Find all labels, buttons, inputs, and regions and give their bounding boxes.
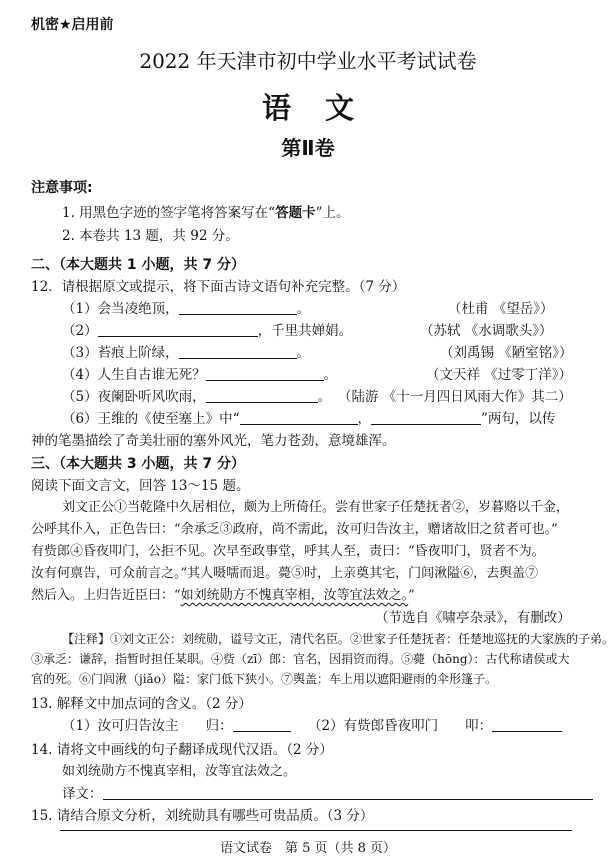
passage-line-5: 然后入。上归告近臣曰：“如刘统勋方不愧真宰相，汝等宜法效之。”: [31, 588, 415, 603]
q14-sentence: 如刘统勋方不愧真宰相，汝等宜法效之。: [62, 764, 297, 779]
q13-item-2: （2）有赀郎昏夜叩门 叩：: [308, 714, 562, 734]
q12-line-1: （1）会当凌绝顶， 。: [62, 301, 311, 317]
exam-title: 2022 年天津市初中学业水平考试试卷: [139, 49, 477, 73]
section3-heading: 三、（本大题共 3 小题，共 7 分）: [31, 456, 245, 472]
question-13: 13. 解释文中加点词的含义。（2 分）: [31, 696, 252, 712]
notice-item-2: 2. 本卷共 13 题，共 92 分。: [62, 228, 239, 244]
q13-item-1: （1）汝可归告汝主 归：: [62, 714, 291, 734]
answer-blank[interactable]: [98, 323, 258, 337]
annotation-line-1: 【注释】①刘文正公：刘统勋，谥号文正，清代名臣。②世家子任楚抚者：任楚地巡抚的大家族的子弟。: [62, 632, 615, 646]
answer-line[interactable]: [60, 830, 572, 831]
answer-blank[interactable]: [240, 411, 358, 425]
q12-source-1: （杜甫 《望岳》）: [448, 301, 554, 317]
answer-blank[interactable]: [492, 718, 562, 732]
answer-blank[interactable]: [179, 301, 297, 315]
question-15: 15. 请结合原文分析，刘统勋具有哪些可贵品质。（3 分）: [31, 808, 374, 824]
q12-source-3: （刘禹锡 《陋室铭》）: [440, 345, 573, 361]
q12-source-5: （陆游 《十一月四日风雨大作》其二）: [338, 389, 572, 405]
answer-blank[interactable]: [233, 718, 291, 732]
passage-line-2: 公呼其仆入，正色告曰：“余承乏③政府，尚不需此，汝可归告汝主，赠诸故旧之贫者可也。”: [31, 522, 558, 537]
underlined-sentence: 如刘统勋方不愧真宰相，汝等宜法效之。: [180, 588, 409, 603]
confidential-label: 机密★启用前: [31, 17, 114, 33]
notice-heading: 注意事项:: [31, 180, 93, 196]
notice-item-1: 1. 用黑色字迹的签字笔将答案写在“答题卡”上。: [62, 205, 350, 221]
answer-blank[interactable]: [206, 367, 324, 381]
answer-blank[interactable]: [179, 345, 297, 359]
q12-line-2: （2） ，千里共婵娟。: [62, 323, 353, 339]
question-12: 12．请根据原文或提示，将下面古诗文语句补充完整。（7 分）: [31, 279, 406, 295]
answer-blank[interactable]: [206, 389, 318, 403]
q12-line-4: （4）人生自古谁无死？ 。: [62, 367, 338, 383]
answer-blank[interactable]: [103, 786, 593, 800]
q12-source-2: （苏轼 《水调歌头》）: [420, 323, 553, 339]
section2-heading: 二、（本大题共 1 小题，共 7 分）: [31, 257, 245, 273]
q12-line-5: （5）夜阑卧听风吹雨， 。: [62, 389, 332, 405]
passage-source: （节选自《啸亭杂录》，有删改）: [375, 610, 571, 626]
page-footer: 语文试卷 第 5 页（共 8 页）: [219, 841, 397, 856]
question-14: 14. 请将文中画线的句子翻译成现代汉语。（2 分）: [31, 742, 333, 758]
q14-translation: 译文：: [62, 782, 593, 802]
q12-line-3: （3）苔痕上阶绿， 。: [62, 345, 311, 361]
annotation-line-3: 官的死。⑥门闾湫（jiǎo）隘：家门低下狭小。⑦舆盖：车上用以遮阳避雨的伞形篷子。: [31, 672, 497, 686]
passage-line-1: 刘文正公①当乾隆中久居相位，颇为上所倚任。尝有世家子任楚抚者②，岁暮赂以千金，: [62, 500, 570, 515]
passage-line-3: 有赀郎④昏夜叩门，公拒不见。次早至政事堂，呼其人至，责曰：“昏夜叩门，贤者不为。: [31, 544, 545, 559]
q12-line-6-cont: 神的笔墨描绘了奇美壮丽的塞外风光，笔力苍劲，意境雄浑。: [31, 433, 396, 449]
subject-title: 语文: [261, 91, 388, 125]
annotation-line-2: ③承乏：谦辞，指暂时担任某职。④赀（zī）郎：官名，因捐资而得。⑤薨（hōng）：古代称诸侯或大: [31, 652, 570, 666]
answer-blank[interactable]: [371, 411, 481, 425]
volume-title: 第Ⅱ卷: [281, 136, 335, 160]
q12-source-4: （文天祥 《过零丁洋》）: [426, 367, 573, 383]
q12-line-6: （6）王维的《使至塞上》中“ ， ”两句，以传: [62, 411, 556, 427]
reading-intro: 阅读下面文言文，回答 13～15 题。: [31, 478, 250, 494]
passage-line-4: 汝有何禀告，可众前言之。”其人嗫嚅而退。薨⑤时，上亲奠其宅，门闾湫隘⑥，去舆盖⑦: [31, 566, 539, 581]
